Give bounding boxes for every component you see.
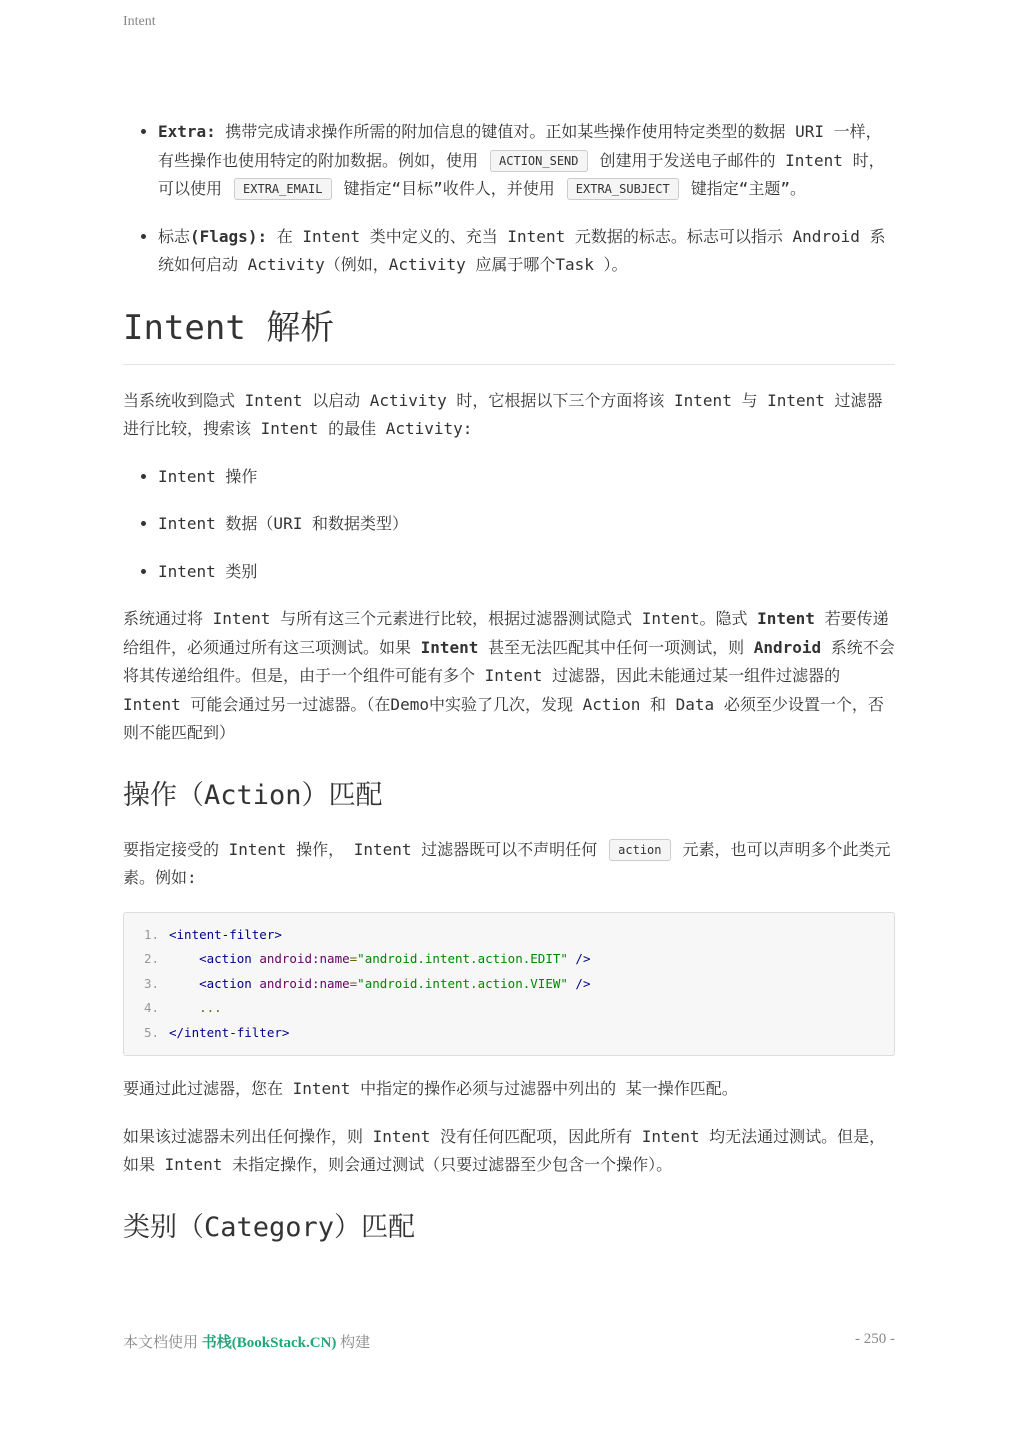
- list-item-flags: [158, 223, 895, 280]
- para-text: 若要传递给组件，必须通过所有这三项测试。如果: [123, 609, 889, 657]
- bold-term: Intent: [757, 609, 815, 628]
- line-number: 3.: [144, 975, 160, 991]
- line-number: 4.: [144, 1000, 160, 1016]
- code-tag: <intent-filter>: [169, 926, 282, 942]
- section-heading-action-match: 操作（Action）匹配: [123, 779, 383, 811]
- code-attr: android:name: [259, 951, 350, 967]
- code-line: [144, 947, 880, 972]
- extra-text-2: 创建用于发送电子邮件的 Intent 时，可以使用: [158, 150, 885, 198]
- code-attr: android:name: [259, 975, 350, 991]
- flags-text: 在 Intent 类中定义的、充当 Intent 元数据的标志。标志可以指示 Android 系统如何启动 Activity（例如，Activity 应属于哪个Task ）。: [158, 226, 886, 274]
- line-number: 2.: [144, 951, 160, 967]
- footer-text: 本文档使用: [123, 1335, 202, 1351]
- line-number: 5.: [144, 1024, 160, 1040]
- line-number: 1.: [144, 926, 160, 942]
- code-string: "android.intent.action.EDIT": [357, 951, 568, 967]
- list-item: • Intent 操作: [158, 463, 895, 492]
- code-extra-subject: EXTRA_SUBJECT: [567, 178, 679, 200]
- test-paragraph: [123, 605, 895, 748]
- bold-term: Android: [753, 637, 822, 657]
- code-punct: =: [349, 975, 358, 991]
- running-header: Intent: [123, 14, 156, 29]
- para-text: 系统通过将 Intent 与所有这三个元素进行比较，根据过滤器测试隐式 Intent。隐式: [123, 609, 758, 628]
- intro-paragraph: 当系统收到隐式 Intent 以启动 Activity 时，它根据以下三个方面将该 Intent 与 Intent 过滤器进行比较，搜索该 Intent 的最佳 Activity:: [123, 390, 883, 438]
- para-text: 元素，也可以声明多个此类元素。例如:: [123, 839, 891, 887]
- term-flags: (Flags):: [190, 226, 268, 246]
- extra-text-4: 键指定“主题”。: [690, 179, 806, 198]
- code-action-send: ACTION_SEND: [490, 150, 587, 172]
- code-tag: <action: [199, 975, 252, 991]
- flags-prefix: 标志: [158, 226, 191, 246]
- action-paragraph: [123, 836, 895, 893]
- code-string: "android.intent.action.VIEW": [357, 975, 568, 991]
- section-heading-category-match: 类别（Category）匹配: [123, 1211, 416, 1243]
- list-item: • Intent 数据（URI 和数据类型）: [158, 510, 895, 539]
- para-text: 要指定接受的 Intent 操作， Intent 过滤器既可以不声明任何: [123, 839, 598, 859]
- code-tag: />: [575, 951, 591, 967]
- list-item: • Intent 类别: [158, 558, 895, 587]
- code-tag: />: [575, 975, 591, 991]
- para-text: 系统不会将其传递给组件。但是，由于一个组件可能有多个 Intent 过滤器，因此未能通过某一组件过滤器的 Intent 可能会通过另一过滤器。（在Demo中实验了几次，发现 Action 和 Data 必须至少设置一个，否则不能匹配到）: [123, 637, 895, 742]
- no-action-paragraph: 如果该过滤器未列出任何操作，则 Intent 没有任何匹配项，因此所有 Intent 均无法通过测试。但是，如果 Intent 未指定操作，则会通过测试（只要过滤器至少包含一个操作）。: [123, 1126, 886, 1175]
- code-extra-email: EXTRA_EMAIL: [234, 178, 331, 200]
- para-text: 甚至无法匹配其中任何一项测试，则: [478, 637, 754, 657]
- action-match-paragraph: 要通过此过滤器，您在 Intent 中指定的操作必须与过滤器中列出的 某一操作匹配。: [123, 1079, 738, 1099]
- code-block: [123, 912, 895, 1057]
- footer-credit: [123, 1331, 370, 1352]
- code-line: [144, 972, 880, 997]
- section-heading-intent-resolution: Intent 解析: [123, 306, 895, 365]
- code-tag: <action: [199, 951, 252, 967]
- aspects-list: [123, 463, 895, 587]
- document-body: [123, 118, 895, 1268]
- code-tag: </intent-filter>: [169, 1024, 290, 1040]
- list-item-extra: [158, 118, 895, 204]
- page-number: - 250 -: [855, 1331, 895, 1347]
- extra-text-3: 键指定“目标”收件人，并使用: [343, 179, 555, 198]
- extra-flags-list: [123, 118, 895, 280]
- extra-text-1: 携带完成请求操作所需的附加信息的键值对。正如某些操作使用特定类型的数据 URI 一样，有些操作也使用特定的附加数据。例如，使用: [158, 122, 882, 170]
- code-ellipsis: ...: [199, 1000, 222, 1016]
- code-line: [144, 923, 880, 948]
- bookstack-link[interactable]: 书栈(BookStack.CN): [201, 1335, 337, 1351]
- code-punct: =: [349, 951, 358, 967]
- footer-text: 构建: [336, 1335, 371, 1351]
- code-line: [144, 1021, 880, 1046]
- term-extra: Extra:: [158, 122, 216, 141]
- bold-term: Intent: [420, 637, 479, 657]
- code-action: action: [609, 839, 670, 861]
- code-line: [144, 996, 880, 1021]
